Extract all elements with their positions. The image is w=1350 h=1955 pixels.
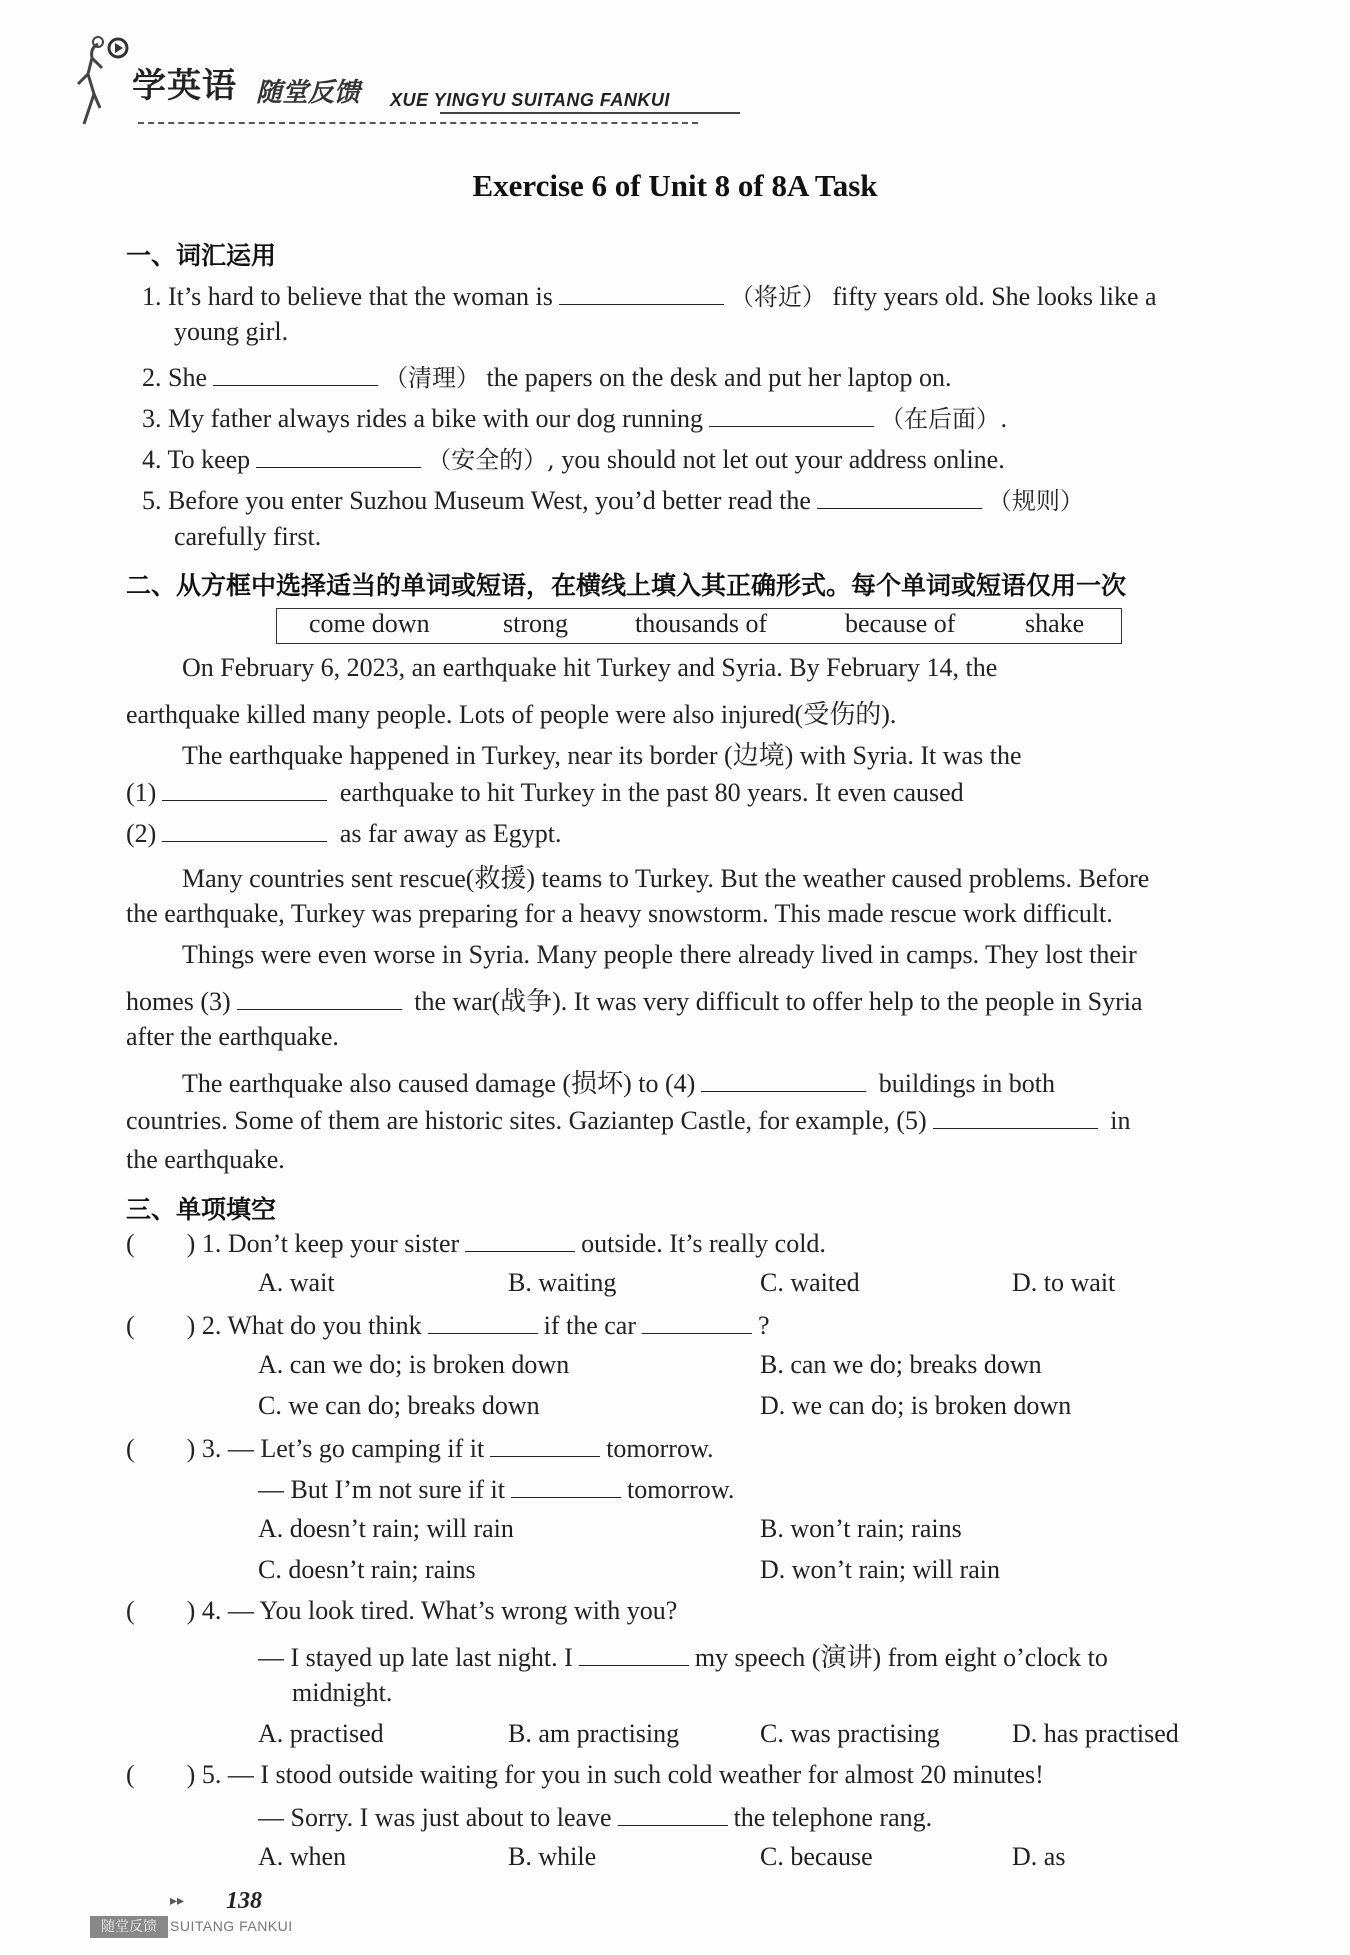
mc-option[interactable]: C. waited [760, 1268, 860, 1297]
answer-blank[interactable] [618, 1801, 728, 1826]
passage-p4-line3: after the earthquake. [126, 1022, 339, 1051]
passage-p4-line1: Things were even worse in Syria. Many people there already lived in camps. They lost their [182, 940, 1137, 969]
mc-question-4-line3: midnight. [292, 1678, 393, 1707]
mc-option[interactable]: B. waiting [508, 1268, 617, 1297]
runner-figure-icon [68, 34, 138, 134]
header-dashed-rule [138, 122, 698, 124]
answer-blank[interactable] [511, 1473, 621, 1498]
mc-option[interactable]: D. to wait [1012, 1268, 1116, 1297]
footer-badge: 随堂反馈 [90, 1916, 168, 1938]
passage-p3-line1: Many countries sent rescue(救援) teams to Turkey. But the weather caused problems. Before [182, 864, 1150, 893]
section2-heading: 二、从方框中选择适当的单词或短语，在横线上填入其正确形式。每个单词或短语仅用一次 [126, 571, 1127, 600]
section3-heading: 三、单项填空 [126, 1195, 277, 1224]
header-pinyin: XUE YINGYU SUITANG FANKUI [390, 90, 670, 110]
passage-p2-line2: (1) earthquake to hit Turkey in the past 80 years. It even caused [126, 778, 964, 807]
footer-pinyin: SUITANG FANKUI [170, 1918, 293, 1934]
header-logo [60, 30, 700, 140]
page-title: Exercise 6 of Unit 8 of 8A Task [472, 168, 878, 203]
vocab-item-1: 1. It’s hard to believe that the woman is （将近） fifty years old. She looks like a [142, 282, 1157, 311]
word-bank-item: strong [503, 609, 568, 638]
answer-blank[interactable] [237, 985, 402, 1010]
mc-option[interactable]: B. won’t rain; rains [760, 1514, 962, 1543]
mc-question-2: ( ) 2. What do you think if the car ? [126, 1311, 770, 1340]
answer-blank[interactable] [162, 776, 327, 801]
answer-blank[interactable] [256, 443, 421, 468]
vocab-item-2: 2. She （清理） the papers on the desk and put her laptop on. [142, 363, 952, 392]
answer-blank[interactable] [162, 817, 327, 842]
passage-p5-line2: countries. Some of them are historic sites. Gaziantep Castle, for example, (5) in [126, 1106, 1131, 1135]
header-rule [440, 112, 740, 114]
mc-option[interactable]: C. was practising [760, 1719, 940, 1748]
answer-blank[interactable] [817, 484, 982, 509]
mc-question-3: ( ) 3. — Let’s go camping if it tomorrow. [126, 1434, 714, 1463]
mc-question-5-line2: — Sorry. I was just about to leave the telephone rang. [258, 1803, 933, 1832]
vocab-item-4: 4. To keep （安全的）, you should not let out your address online. [142, 445, 1005, 474]
blank-label: (4) [664, 1069, 696, 1098]
word-bank-item: thousands of [635, 609, 768, 638]
answer-blank[interactable] [465, 1227, 575, 1252]
word-bank-item: come down [309, 609, 430, 638]
mc-option[interactable]: D. won’t rain; will rain [760, 1555, 1000, 1584]
answer-blank[interactable] [579, 1641, 689, 1666]
vocab-item-5: 5. Before you enter Suzhou Museum West, you’d better read the （规则） [142, 486, 1084, 515]
word-bank-box [276, 608, 1122, 644]
header-title-cn: 学英语 [132, 66, 237, 106]
mc-option[interactable]: B. while [508, 1842, 597, 1871]
answer-blank[interactable] [933, 1104, 1098, 1129]
mc-question-1: ( ) 1. Don’t keep your sister outside. It’s really cold. [126, 1229, 826, 1258]
vocab-item-5-cont: carefully first. [174, 522, 322, 551]
mc-option[interactable]: A. can we do; is broken down [258, 1350, 570, 1379]
word-bank-item: shake [1025, 609, 1085, 638]
mc-option[interactable]: A. doesn’t rain; will rain [258, 1514, 514, 1543]
mc-option[interactable]: A. practised [258, 1719, 384, 1748]
answer-blank[interactable] [559, 280, 724, 305]
passage-p5-line3: the earthquake. [126, 1145, 285, 1174]
mc-option[interactable]: C. because [760, 1842, 873, 1871]
mc-option[interactable]: B. am practising [508, 1719, 680, 1748]
answer-blank[interactable] [642, 1309, 752, 1334]
vocab-item-3: 3. My father always rides a bike with our dog running （在后面）. [142, 404, 1008, 433]
mc-option[interactable]: B. can we do; breaks down [760, 1350, 1042, 1379]
answer-blank[interactable] [709, 402, 874, 427]
header-subtitle-cn: 随堂反馈 [256, 78, 361, 108]
mc-option[interactable]: D. has practised [1012, 1719, 1179, 1748]
passage-p2-line1: The earthquake happened in Turkey, near its border (边境) with Syria. It was the [182, 741, 1022, 770]
blank-label: (5) [896, 1106, 927, 1135]
word-bank-item: because of [845, 609, 956, 638]
mc-question-3-line2: — But I’m not sure if it tomorrow. [258, 1475, 735, 1504]
section1-heading: 一、词汇运用 [126, 241, 277, 270]
mc-option[interactable]: D. as [1012, 1842, 1066, 1871]
vocab-item-1-cont: young girl. [174, 317, 289, 346]
passage-p2-line3: (2) as far away as Egypt. [126, 819, 562, 848]
passage-p1-line1: On February 6, 2023, an earthquake hit Turkey and Syria. By February 14, the [182, 653, 998, 682]
mc-option[interactable]: D. we can do; is broken down [760, 1391, 1072, 1420]
answer-blank[interactable] [701, 1067, 866, 1092]
passage-p4-line2: homes (3) the war(战争). It was very difficult to offer help to the people in Syria [126, 987, 1143, 1016]
answer-blank[interactable] [490, 1432, 600, 1457]
blank-label: (1) [126, 778, 157, 807]
mc-option[interactable]: C. we can do; breaks down [258, 1391, 540, 1420]
answer-blank[interactable] [428, 1309, 538, 1334]
blank-label: (3) [200, 987, 231, 1016]
mc-question-5: ( ) 5. — I stood outside waiting for you in such cold weather for almost 20 minutes! [126, 1760, 1044, 1789]
mc-option[interactable]: C. doesn’t rain; rains [258, 1555, 476, 1584]
answer-blank[interactable] [213, 361, 378, 386]
passage-p1-line2: earthquake killed many people. Lots of people were also injured(受伤的). [126, 700, 897, 729]
mc-question-4-line2: — I stayed up late last night. I my speech (演讲) from eight o’clock to [258, 1643, 1108, 1672]
blank-label: (2) [126, 819, 157, 848]
passage-p3-line2: the earthquake, Turkey was preparing for a heavy snowstorm. This made rescue work difficult. [126, 899, 1113, 928]
mc-option[interactable]: A. wait [258, 1268, 335, 1297]
double-arrow-icon: ▸▸ [170, 1893, 185, 1909]
mc-question-4: ( ) 4. — You look tired. What’s wrong with you? [126, 1596, 678, 1625]
passage-p5-line1: The earthquake also caused damage (损坏) to (4) buildings in both [182, 1069, 1056, 1098]
page-number: 138 [226, 1888, 262, 1914]
mc-option[interactable]: A. when [258, 1842, 347, 1871]
